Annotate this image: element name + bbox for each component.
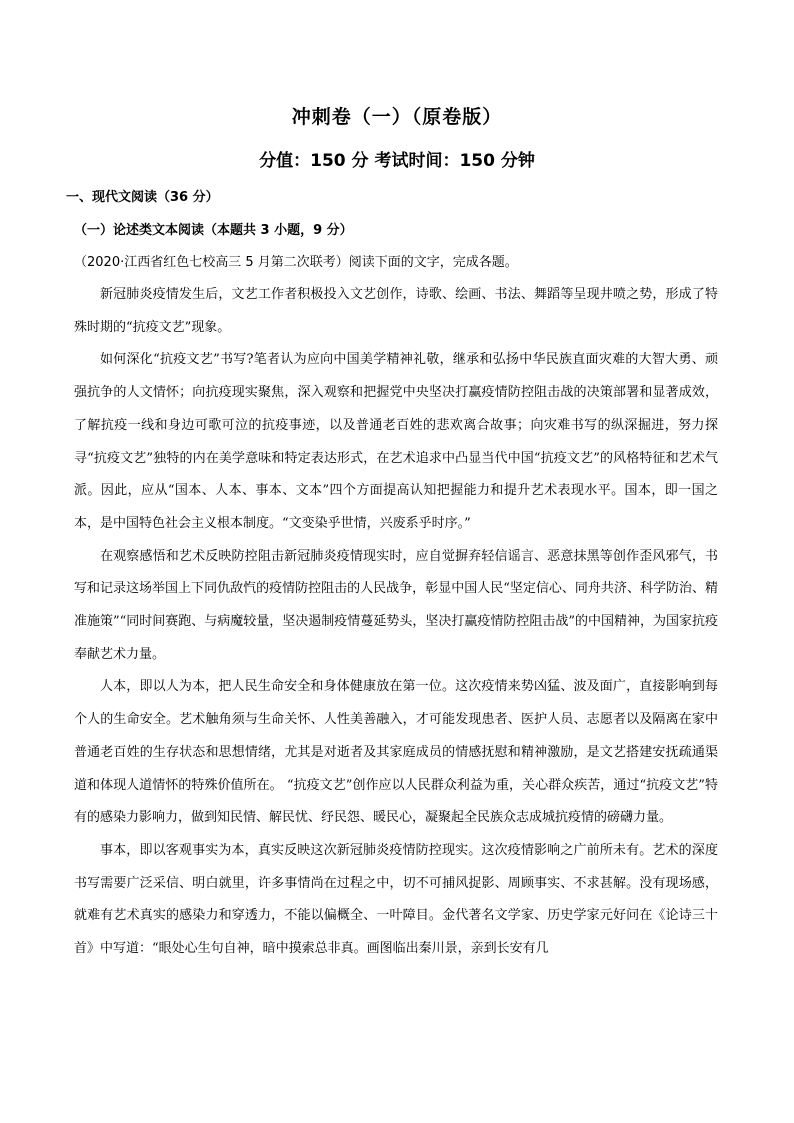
document-title: 冲刺卷（一）（原卷版）	[291, 106, 503, 128]
paragraph: 新冠肺炎疫情发生后，文艺工作者积极投入文艺创作，诗歌、绘画、书法、舞蹈等呈现井喷之势，形成了特殊时期的“抗疫文艺”现象。	[74, 287, 718, 335]
paragraph: 人本，即以人为本，把人民生命安全和身体健康放在第一位。这次疫情来势凶猛、波及面广，直接影响到每个人的生命安全。艺术触角须与生命关怀、人性美善融入，才可能发现患者、医护人员、志愿者以及隔离在家中普通老百姓的生存状态和思想情绪，尤其是对逝者及其家庭成员的情感抚慰和精神激励，是文艺搭建安抚疏通渠道和体现人道情怀的特殊价值所在。 “抗疫文艺”创作应以人民群众利益为重，关心群众疾苦，通过“抗疫文艺”特有的感染力影响力，做到知民情、解民忧、纾民怨、暖民心，凝聚起全民族众志成城抗疫情的磅礴力量。	[74, 679, 718, 826]
section-heading: 一、现代文阅读（36 分）	[66, 190, 219, 205]
subsection-heading: （一）论述类文本阅读（本题共 3 小题，9 分）	[74, 223, 353, 238]
paragraph: 在观察感悟和艺术反映防控阻击新冠肺炎疫情现实时，应自觉摒弃轻信谣言、恶意抹黑等创作歪风邪气，书写和记录这场举国上下同仇敌忾的疫情防控阻击的人民战争，彰显中国人民“坚定信心、同舟共济、科学防治、精准施策”“同时间赛跑、与病魔较量，坚决遏制疫情蔓延势头，坚决打赢疫情防控阻击战”的中国精神，为国家抗疫奉献艺术力量。	[74, 548, 718, 662]
exam-info-subtitle: 分值：150 分 考试时间：150 分钟	[259, 151, 535, 171]
paragraph: 事本，即以客观事实为本，真实反映这次新冠肺炎疫情防控现实。这次疫情影响之广前所未有。艺术的深度书写需要广泛采信、明白就里，许多事情尚在过程之中，切不可捕风捉影、周顾事实、不求甚解。没有现场感，就难有艺术真实的感染力和穿透力，不能以偏概全、一叶障目。金代著名文学家、历史学家元好问在《论诗三十首》中写道：“眼处心生句自神，暗中摸索总非真。画图临出秦川景，亲到长安有几	[74, 842, 718, 957]
source-instruction: （2020·江西省红色七校高三 5 月第二次联考）阅读下面的文字，完成各题。	[74, 255, 518, 270]
article-body	[74, 279, 718, 966]
paragraph: 如何深化“抗疫文艺”书写?笔者认为应向中国美学精神礼敬，继承和弘扬中华民族直面灾难的大智大勇、顽强抗争的人文情怀；向抗疫现实聚焦，深入观察和把握党中央坚决打赢疫情防控阻击战的决策部署和显著成效，了解抗疫一线和身边可歌可泣的抗疫事迹，以及普通老百姓的悲欢离合故事；向灾难书写的纵深掘进，努力探寻“抗疫文艺”独特的内在美学意味和特定表达形式，在艺术追求中凸显当代中国“抗疫文艺”的风格特征和艺术气派。因此，应从“国本、人本、事本、文本”四个方面提高认知把握能力和提升艺术表现水平。国本，即一国之本，是中国特色社会主义根本制度。“文变染乎世情，兴废系乎时序。”	[74, 352, 718, 531]
